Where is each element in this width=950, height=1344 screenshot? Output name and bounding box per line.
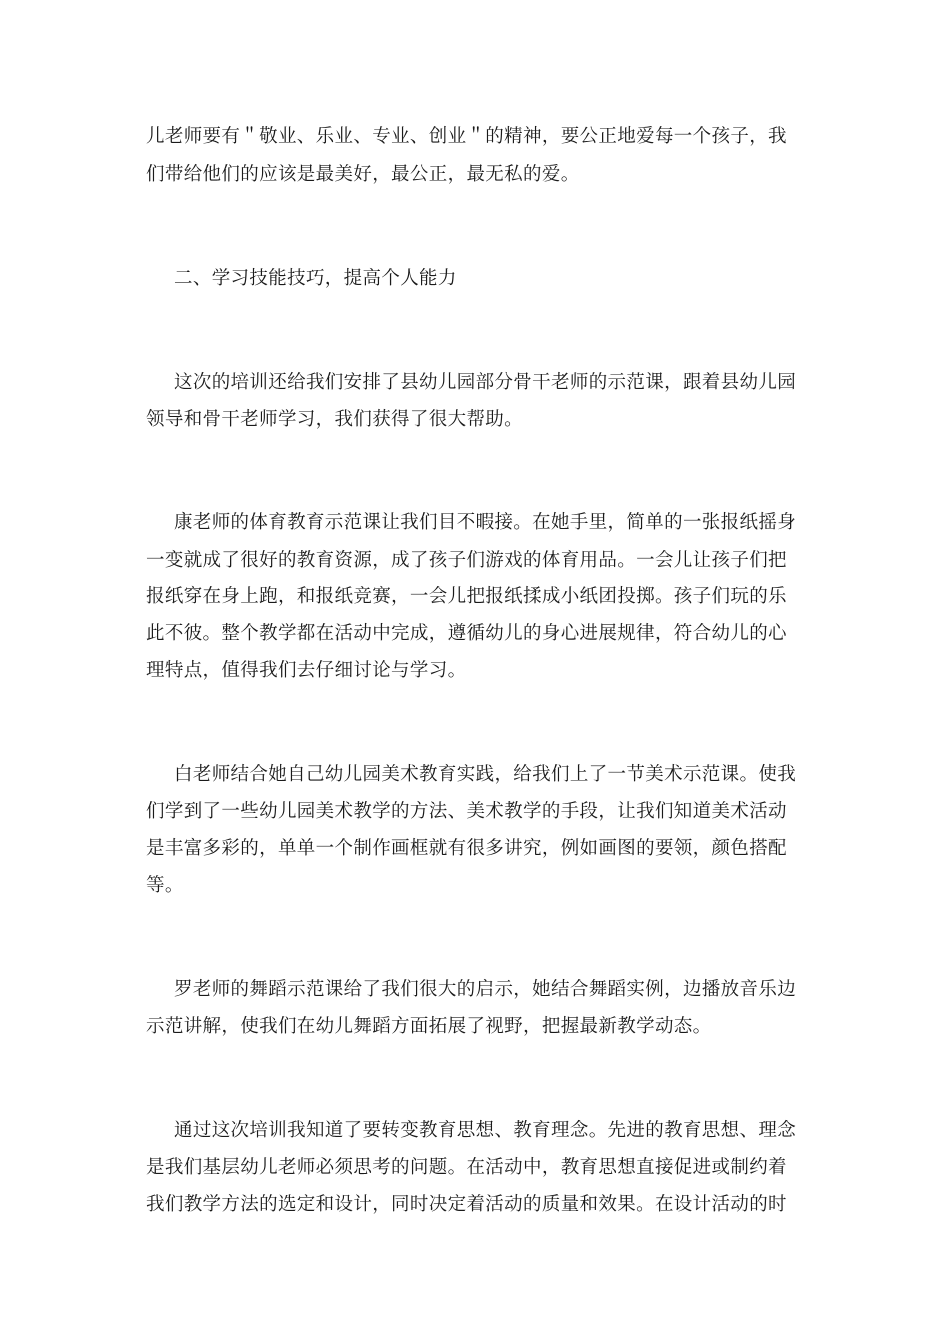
text-line: 领导和骨干老师学习，我们获得了很大帮助。 bbox=[146, 409, 524, 430]
text-line: 罗老师的舞蹈示范课给了我们很大的启示，她结合舞蹈实例，边播放音乐边 bbox=[174, 979, 797, 1000]
text-line: 白老师结合她自己幼儿园美术教育实践，给我们上了一节美术示范课。使我 bbox=[174, 764, 797, 785]
text-line: 通过这次培训我知道了要转变教育思想、教育理念。先进的教育思想、理念 bbox=[174, 1120, 797, 1141]
text-line: 是丰富多彩的，单单一个制作画框就有很多讲究，例如画图的要领，颜色搭配 bbox=[146, 838, 787, 859]
text-line: 康老师的体育教育示范课让我们目不暇接。在她手里，简单的一张报纸摇身 bbox=[174, 512, 797, 533]
text-line: 这次的培训还给我们安排了县幼儿园部分骨干老师的示范课，跟着县幼儿园 bbox=[174, 372, 797, 393]
text-line: 儿老师要有＂敬业、乐业、专业、创业＂的精神，要公正地爱每一个孩子，我 bbox=[146, 126, 787, 147]
text-line: 理特点，值得我们去仔细讨论与学习。 bbox=[146, 660, 467, 681]
text-line: 示范讲解，使我们在幼儿舞蹈方面拓展了视野，把握最新教学动态。 bbox=[146, 1016, 712, 1037]
text-line: 报纸穿在身上跑，和报纸竞赛，一会儿把报纸揉成小纸团投掷。孩子们玩的乐 bbox=[146, 586, 787, 607]
text-line: 等。 bbox=[146, 875, 184, 896]
section-heading: 二、学习技能技巧，提高个人能力 bbox=[174, 268, 457, 289]
text-line: 们带给他们的应该是最美好，最公正，最无私的爱。 bbox=[146, 164, 580, 185]
text-line: 们学到了一些幼儿园美术教学的方法、美术教学的手段，让我们知道美术活动 bbox=[146, 801, 787, 822]
text-line: 是我们基层幼儿老师必须思考的问题。在活动中，教育思想直接促进或制约着 bbox=[146, 1157, 787, 1178]
text-line: 此不彼。整个教学都在活动中完成，遵循幼儿的身心进展规律，符合幼儿的心 bbox=[146, 623, 787, 644]
text-line: 我们教学方法的选定和设计，同时决定着活动的质量和效果。在设计活动的时 bbox=[146, 1194, 787, 1215]
text-line: 一变就成了很好的教育资源，成了孩子们游戏的体育用品。一会儿让孩子们把 bbox=[146, 550, 787, 571]
